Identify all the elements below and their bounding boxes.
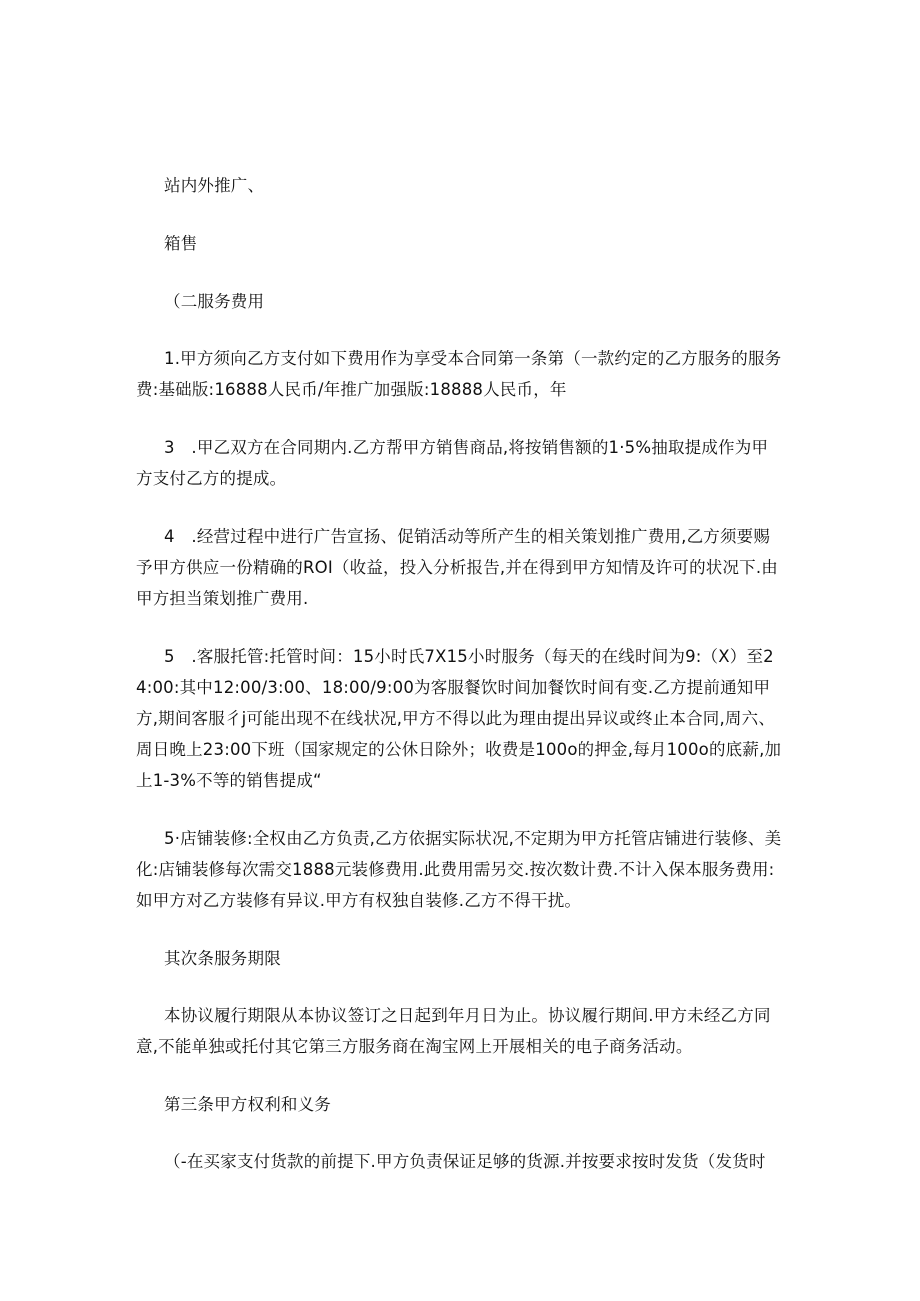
section-heading-party-a-rights: 第三条甲方权利和义务 — [164, 1095, 331, 1114]
paragraph-fee-3: 3 .甲乙双方在合同期内.乙方帮甲方销售商品,将按销售额的1·5%抽取提成作为甲方支付乙方的提成。 — [136, 438, 769, 488]
section-heading-service-term: 其次条服务期限 — [164, 949, 281, 968]
document-body — [136, 170, 784, 1204]
paragraph-sales: 箱售 — [164, 234, 198, 253]
section-heading-service-fees: （二服务费用 — [164, 292, 265, 311]
paragraph-promotion: 站内外推广、 — [164, 176, 265, 195]
paragraph-fee-4: 4 .经营过程中进行广告宣扬、促销活动等所产生的相关策划推广费用,乙方须要赐予甲方供应一份精确的ROI（收益，投入分析报告,并在得到甲方知情及许可的状况下.由甲方担当策划推广费用. — [136, 527, 779, 608]
paragraph-fee-5-store-decoration: 5·店铺装修:全权由乙方负责,乙方依据实际状况,不定期为甲方托管店铺进行装修、美化:店铺装修每次需交1888元装修费用.此费用需另交.按次数计费.不计入保本服务费用:如甲方对乙方装修有异议.甲方有权独自装修.乙方不得干扰。 — [136, 829, 782, 910]
paragraph-party-a-obligation: （-在买家支付货款的前提下.甲方负责保证足够的货源.并按要求按时发货（发货时 — [164, 1152, 766, 1171]
paragraph-fee-5-customer-service: 5 .客服托管:托管时间：15小时氏7X15小时服务（每天的在线时间为9:（X）至24:00:其中12:00/3:00、18:00/9:00为客服餐饮时间加餐饮时间有变.乙方提前通知甲方,期间客服彳j可能出现不在线状况,甲方不得以此为理由提出异议或终止本合同,周六、周日晚上23:00下班（国家规定的公休日除外；收费是100o的押金,每月100o的底薪,加上1-3%不等的销售提成“ — [136, 647, 782, 790]
paragraph-fee-1: 1.甲方须向乙方支付如下费用作为享受本合同第一条第（一款约定的乙方服务的服务费:基础版:16888人民币/年推广加强版:18888人民币，年 — [136, 349, 782, 399]
paragraph-service-term: 本协议履行期限从本协议签订之日起到年月日为止。协议履行期间.甲方未经乙方同意,不能单独或托付其它第三方服务商在淘宝网上开展相关的电子商务活动。 — [136, 1006, 771, 1056]
